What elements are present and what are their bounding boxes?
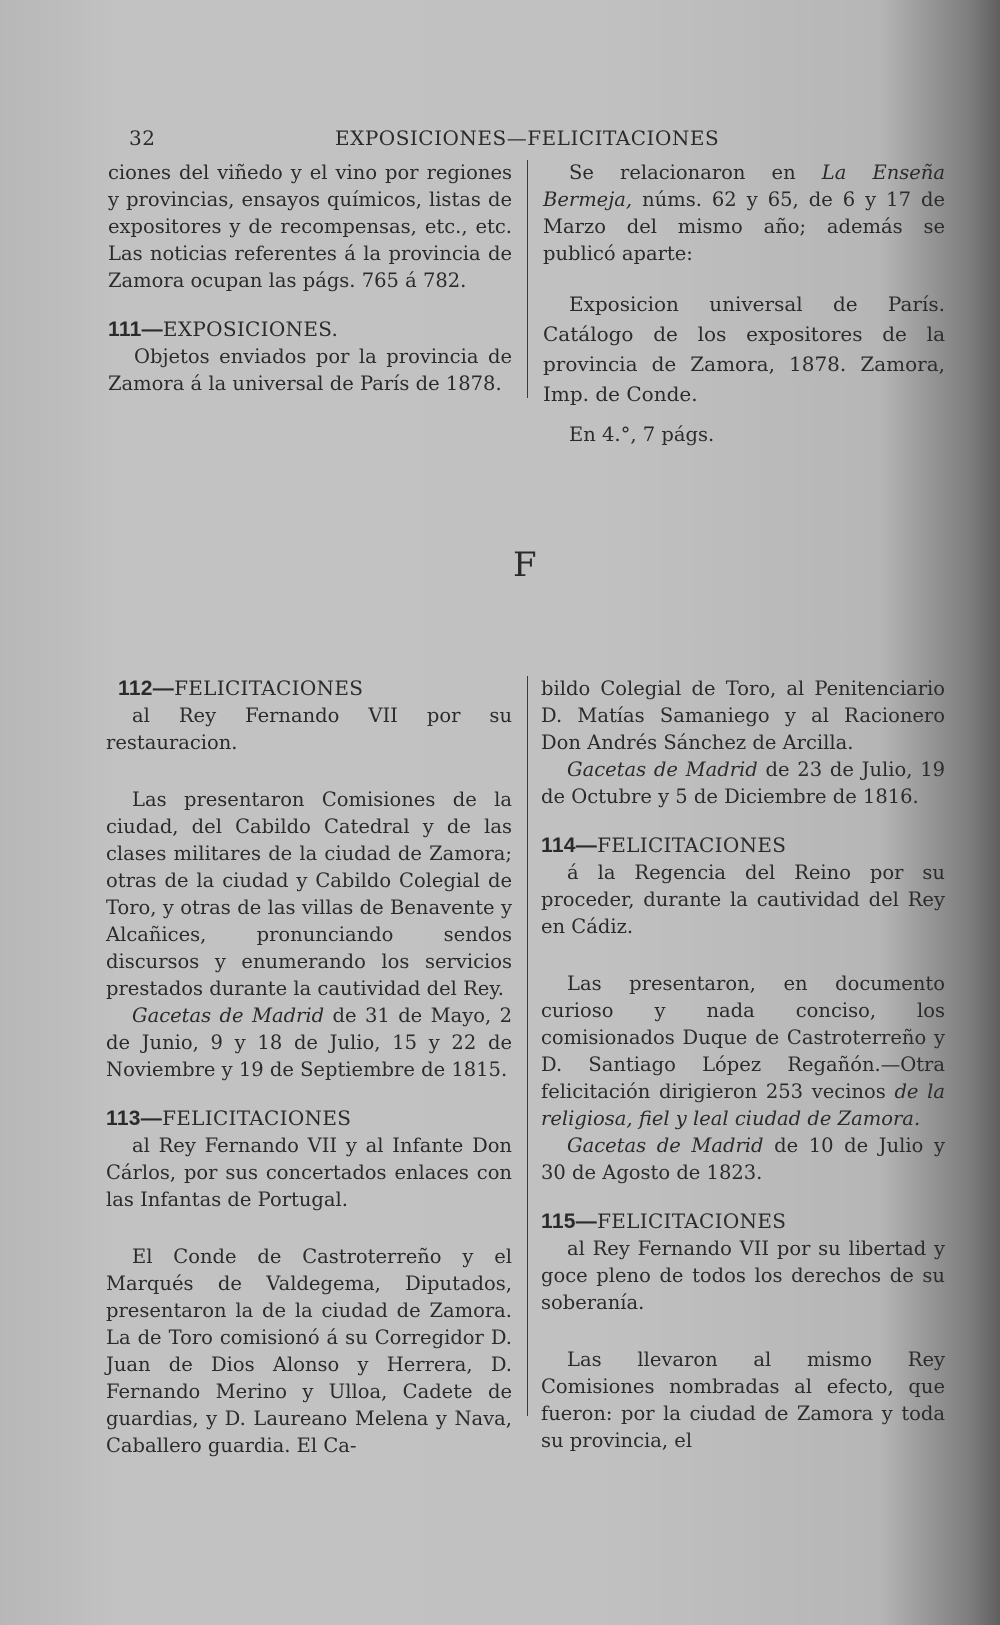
entry-112-body: Las presentaron Comisiones de la ciudad, del Cabildo Catedral y de las clases militares de la ciudad de Zamora; otras de la ciudad y Cabildo Colegial de Toro, y otras de las villas de Benavente y Alcañices, pronunciando sendos discursos y enumerando los servicios prestados durante la cautividad del Rey. xyxy=(106,788,512,1000)
entry-112-title: FELICITACIONES xyxy=(174,676,364,700)
entry-114-number: 114— xyxy=(541,834,598,857)
pub-text-b: núms. 62 y 65, de 6 y 17 de Marzo del mismo año; además se publicó aparte: xyxy=(543,188,945,265)
entry-114-body-text: Las presentaron, en documento curioso y nada conciso, los comisionados Duque de Castroterreño y D. Santiago López Regañón.—Otra felicitación dirigieron 253 vecinos xyxy=(541,972,945,1103)
entry-111-title: EXPOSICIONES. xyxy=(162,317,339,341)
entry-111-number: 111— xyxy=(108,318,163,341)
entry-115-heading xyxy=(541,1208,945,1235)
entry-113-ref-source: Gacetas de Madrid xyxy=(567,758,758,781)
top-right-column xyxy=(543,159,945,448)
entry-114-heading xyxy=(541,832,945,859)
pub-text-a: Se relacionaron en xyxy=(569,161,822,184)
column-rule-top xyxy=(527,160,528,398)
paragraph-continuation: ciones del viñedo y el vino por regiones y provincias, ensayos químicos, listas de expositores y de recompensas, etc., etc. Las noticias referentes á la provincia de Zamora ocupan las págs. 765 á 782. xyxy=(108,161,512,292)
entry-113-number: 113— xyxy=(106,1107,163,1130)
bottom-left-column xyxy=(106,675,512,1459)
entry-113-heading xyxy=(106,1105,512,1132)
catalog-citation: Exposicion universal de París. Catálogo de los expositores de la provincia de Zamora, 1878. Zamora, Imp. de Conde. xyxy=(543,292,945,406)
entry-113-ref-dates: de 23 de Julio, 19 de Octubre y 5 de Diciembre de 1816. xyxy=(541,758,946,808)
entry-114-body-quote: de la religiosa, fiel y leal ciudad de Zamora. xyxy=(541,1080,946,1130)
entry-114-body xyxy=(541,970,945,1132)
entry-111-heading xyxy=(108,316,512,343)
entry-112-ref-dates: de 31 de Mayo, 2 de Junio, 9 y 18 de Julio, 15 y 22 de Noviembre y 19 de Septiembre de 1815. xyxy=(106,1004,512,1081)
entry-115-subtitle: al Rey Fernando VII por su libertad y goce pleno de todos los derechos de su soberanía. xyxy=(541,1237,945,1314)
entry-114-subtitle: á la Regencia del Reino por su proceder, durante la cautividad del Rey en Cádiz. xyxy=(541,861,945,938)
catalog-format: En 4.°, 7 págs. xyxy=(569,423,715,446)
top-left-column xyxy=(108,159,512,397)
entry-114-ref-dates: de 10 de Julio y 30 de Agosto de 1823. xyxy=(541,1134,945,1184)
entry-113-title: FELICITACIONES xyxy=(162,1106,352,1130)
entry-115-title: FELICITACIONES xyxy=(597,1209,787,1233)
running-head xyxy=(0,124,1000,154)
entry-113-continuation: bildo Colegial de Toro, al Penitenciario D. Matías Samaniego y al Racionero Don Andrés Sánchez de Arcilla. xyxy=(541,677,945,754)
entry-113-reference xyxy=(541,756,945,810)
entry-114-title: FELICITACIONES xyxy=(597,833,787,857)
bottom-right-column xyxy=(541,675,945,1454)
entry-112-subtitle: al Rey Fernando VII por su restauracion. xyxy=(106,704,512,754)
entry-114-reference xyxy=(541,1132,945,1186)
section-letter: F xyxy=(513,545,537,585)
entry-115-body: Las llevaron al mismo Rey Comisiones nombradas al efecto, que fueron: por la ciudad de Zamora y toda su provincia, el xyxy=(541,1348,945,1452)
entry-112-ref-source: Gacetas de Madrid xyxy=(132,1004,325,1027)
running-title: EXPOSICIONES—FELICITACIONES xyxy=(335,126,720,150)
entry-114-ref-source: Gacetas de Madrid xyxy=(567,1134,764,1157)
entry-115-number: 115— xyxy=(541,1210,598,1233)
entry-111-text: Objetos enviados por la provincia de Zamora á la universal de París de 1878. xyxy=(108,345,512,395)
pub-newspaper: La Enseña Bermeja, xyxy=(543,161,945,211)
entry-112-reference xyxy=(106,1002,512,1083)
entry-113-subtitle: al Rey Fernando VII y al Infante Don Cárlos, por sus concertados enlaces con las Infantas de Portugal. xyxy=(106,1134,512,1211)
entry-112-number: 112— xyxy=(118,677,175,700)
entry-111-publication xyxy=(543,159,945,267)
entry-112-heading xyxy=(106,675,512,702)
entry-113-body: El Conde de Castroterreño y el Marqués de Valdegema, Diputados, presentaron la de la ciudad de Zamora. La de Toro comisionó á su Corregidor D. Juan de Dios Alonso y Herrera, D. Fernando Merino y Ulloa, Cadete de guardias, y D. Laureano Melena y Nava, Caballero guardia. El Ca- xyxy=(106,1245,512,1457)
column-rule-bottom xyxy=(527,676,528,1416)
page-number: 32 xyxy=(129,126,156,150)
